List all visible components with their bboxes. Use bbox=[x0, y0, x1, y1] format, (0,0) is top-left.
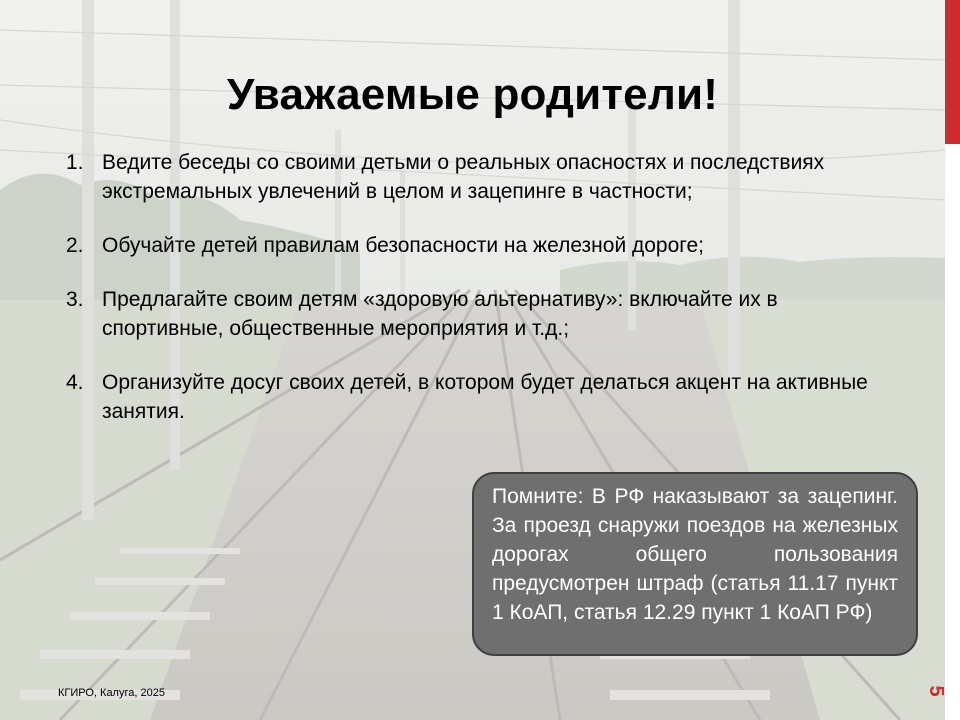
list-item bbox=[66, 368, 896, 426]
list-item-text: Организуйте досуг своих детей, в котором будет делаться акцент на активные занятия. bbox=[102, 371, 868, 423]
advice-list bbox=[66, 148, 896, 451]
notice-callout: Помните: В РФ наказывают за зацепинг. За проезд снаружи поездов на железных дорогах общего пользования предусмотрен штраф (статья 11.17 пункт 1 КоАП, статья 12.29 пункт 1 КоАП РФ) bbox=[472, 472, 918, 656]
list-item bbox=[66, 285, 896, 343]
list-item-text: Предлагайте своим детям «здоровую альтернативу»: включайте их в спортивные, общественные мероприятия и т.д.; bbox=[102, 288, 778, 340]
list-item-text: Обучайте детей правилам безопасности на железной дороге; bbox=[102, 234, 705, 257]
list-item-number: 2. bbox=[66, 234, 84, 257]
list-item bbox=[66, 231, 896, 260]
list-item bbox=[66, 148, 896, 206]
list-item-text: Ведите беседы со своими детьми о реальных опасностях и последствиях экстремальных увлечений в целом и зацепинге в частности; bbox=[102, 151, 825, 203]
side-accent-bar bbox=[945, 0, 960, 144]
list-item-number: 3. bbox=[66, 288, 84, 311]
slide-title: Уважаемые родители! bbox=[226, 70, 719, 119]
footer-caption: КГИРО, Калуга, 2025 bbox=[58, 687, 165, 699]
page-number: 5 bbox=[925, 685, 947, 697]
list-item-number: 4. bbox=[66, 371, 84, 394]
list-item-number: 1. bbox=[66, 151, 84, 174]
